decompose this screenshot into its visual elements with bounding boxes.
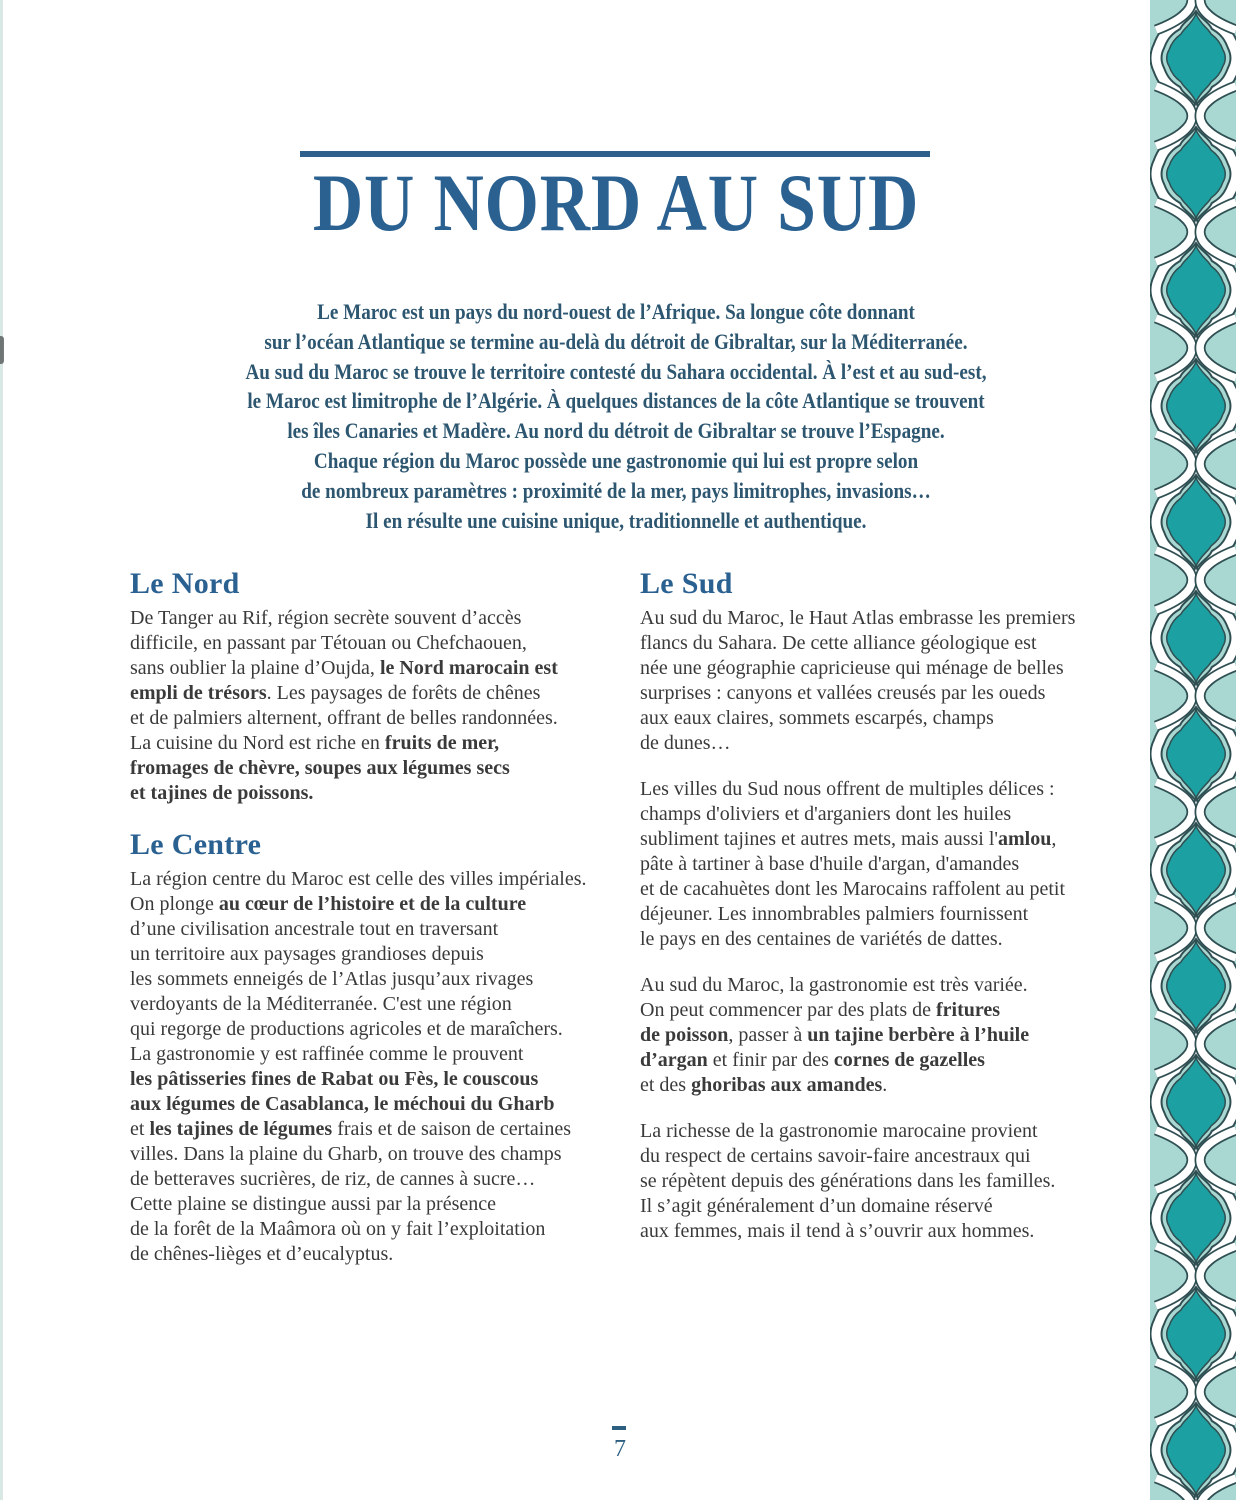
paragraph <box>640 777 1146 952</box>
text-line <box>640 1119 1146 1144</box>
text: , <box>1051 828 1057 850</box>
text-line <box>640 852 1146 877</box>
text: de betteraves sucrières, de riz, de cannes à sucre… <box>130 1168 536 1190</box>
text-line <box>130 1117 630 1142</box>
text: de la forêt de la Maâmora où on y fait l’exploitation <box>130 1218 546 1240</box>
text-line <box>640 1194 1146 1219</box>
bold-text: un tajine berbère à l’huile <box>807 1024 1030 1046</box>
text-line <box>640 802 1146 827</box>
text: se répètent depuis des générations dans les familles. <box>640 1170 1056 1192</box>
text: . <box>882 1074 888 1096</box>
bold-text: les pâtisseries fines de Rabat ou Fès, le couscous <box>130 1068 539 1090</box>
bold-text: d’argan <box>640 1049 708 1071</box>
column-left <box>130 566 630 1288</box>
scan-artifact <box>0 336 4 364</box>
text: et finir par des <box>707 1049 834 1071</box>
text: , passer à <box>728 1024 808 1046</box>
text-line <box>640 1073 1146 1098</box>
text: Les villes du Sud nous offrent de multiples délices : <box>640 778 1055 800</box>
intro-line: Le Maroc est un pays du nord-ouest de l’Afrique. Sa longue côte donnant <box>317 299 915 324</box>
intro-line: Chaque région du Maroc possède une gastronomie qui lui est propre selon <box>313 447 919 473</box>
text-line <box>130 967 630 992</box>
text-line <box>130 942 630 967</box>
text-line <box>130 1217 630 1242</box>
section-heading: Le Nord <box>130 567 240 600</box>
text: difficile, en passant par Tétouan ou Chefchaouen, <box>130 632 527 654</box>
text: les sommets enneigés de l’Atlas jusqu’aux rivages <box>130 968 534 990</box>
text: aux femmes, mais il tend à s’ouvrir aux hommes. <box>640 1220 1035 1242</box>
text: et de cacahuètes dont les Marocains raffolent au petit <box>640 878 1066 900</box>
text: déjeuner. Les innombrables palmiers fournissent <box>640 903 1029 925</box>
text: aux eaux claires, sommets escarpés, champs <box>640 707 994 729</box>
text-line <box>130 781 630 806</box>
text: villes. Dans la plaine du Gharb, on trouve des champs <box>130 1143 562 1165</box>
section-heading: Le Sud <box>640 567 733 600</box>
text: Cette plaine se distingue aussi par la présence <box>130 1193 496 1215</box>
moroccan-tile-border <box>1150 0 1236 1500</box>
text: La gastronomie y est raffinée comme le prouvent <box>130 1043 524 1065</box>
text-line <box>640 777 1146 802</box>
text: La région centre du Maroc est celle des villes impériales. <box>130 868 587 890</box>
text-line <box>130 1042 630 1067</box>
text: La richesse de la gastronomie marocaine provient <box>640 1120 1038 1142</box>
text-line <box>130 892 630 917</box>
bold-text: les tajines de légumes <box>149 1118 333 1140</box>
text: On plonge <box>130 893 219 915</box>
text: De Tanger au Rif, région secrète souvent d’accès <box>130 607 522 629</box>
text: qui regorge de productions agricoles et de maraîchers. <box>130 1018 563 1040</box>
text: et <box>130 1118 150 1140</box>
text-line <box>130 1192 630 1217</box>
text-line <box>130 756 630 781</box>
text-line <box>130 1167 630 1192</box>
text: le pays en des centaines de variétés de dattes. <box>640 928 1003 950</box>
intro-line: Il en résulte une cuisine unique, traditionnelle et authentique. <box>365 507 867 533</box>
bold-text: aux légumes de Casablanca, le méchoui du Gharb <box>130 1093 555 1115</box>
text: Il s’agit généralement d’un domaine réservé <box>640 1195 993 1217</box>
bold-text: amlou <box>998 828 1052 850</box>
text-line <box>130 1092 630 1117</box>
intro-line: Au sud du Maroc se trouve le territoire contesté du Sahara occidental. À l’est et au sud-est, <box>245 358 987 384</box>
text-line <box>130 731 630 756</box>
text-line <box>130 706 630 731</box>
text-line <box>640 998 1146 1023</box>
bold-text: empli de trésors <box>130 682 267 704</box>
text-line <box>640 606 1146 631</box>
text-line <box>640 902 1146 927</box>
text-line <box>130 606 630 631</box>
text: sans oublier la plaine d’Oujda, <box>130 657 380 679</box>
text-line <box>640 927 1146 952</box>
bold-text: fromages de chèvre, soupes aux légumes secs <box>130 757 510 779</box>
column-right <box>640 566 1146 1265</box>
bold-text: cornes de gazelles <box>833 1049 985 1071</box>
text-line <box>640 1169 1146 1194</box>
section-heading: Le Centre <box>130 828 262 861</box>
intro-line: sur l’océan Atlantique se termine au-delà du détroit de Gibraltar, sur la Méditerranée. <box>264 328 968 354</box>
text: d’une civilisation ancestrale tout en traversant <box>130 918 499 940</box>
text: de chênes-lièges et d’eucalyptus. <box>130 1243 394 1265</box>
text-line <box>640 973 1146 998</box>
text: On peut commencer par des plats de <box>640 999 937 1021</box>
bold-text: fruits de mer, <box>384 732 500 754</box>
text-line <box>130 917 630 942</box>
text: Au sud du Maroc, la gastronomie est très variée. <box>640 974 1028 996</box>
intro-block <box>96 297 1136 535</box>
text: subliment tajines et autres mets, mais aussi l' <box>640 828 998 850</box>
page-title: DU NORD AU SUD <box>312 157 920 248</box>
intro-line: les îles Canaries et Madère. Au nord du détroit de Gibraltar se trouve l’Espagne. <box>287 418 945 444</box>
text-line <box>130 631 630 656</box>
bold-text: le Nord marocain est <box>379 657 558 679</box>
text-line <box>130 1017 630 1042</box>
text-line <box>640 631 1146 656</box>
paragraph <box>640 606 1146 756</box>
text-line <box>640 1048 1146 1073</box>
text-line <box>640 1023 1146 1048</box>
text: . Les paysages de forêts de chênes <box>266 682 541 704</box>
text: surprises : canyons et vallées creusés par les oueds <box>640 682 1046 704</box>
text: et de palmiers alternent, offrant de belles randonnées. <box>130 707 558 729</box>
paragraph <box>130 867 630 1267</box>
text: La cuisine du Nord est riche en <box>130 732 385 754</box>
bold-text: de poisson <box>640 1024 729 1046</box>
intro-line: le Maroc est limitrophe de l’Algérie. À quelques distances de la côte Atlantique se trouvent <box>247 388 985 414</box>
bold-text: ghoribas aux amandes <box>691 1074 883 1096</box>
text-line <box>640 1144 1146 1169</box>
text: du respect de certains savoir-faire ancestraux qui <box>640 1145 1031 1167</box>
page-number-dash <box>612 1426 626 1430</box>
text-line <box>130 1242 630 1267</box>
text: verdoyants de la Méditerranée. C'est une région <box>130 993 512 1015</box>
text-line <box>130 656 630 681</box>
text: Au sud du Maroc, le Haut Atlas embrasse les premiers <box>640 607 1076 629</box>
text: née une géographie capricieuse qui ménage de belles <box>640 657 1064 679</box>
bold-text: et tajines de poissons. <box>130 782 314 804</box>
text-line <box>640 656 1146 681</box>
text: pâte à tartiner à base d'huile d'argan, d'amandes <box>640 853 1020 875</box>
bold-text: au cœur de l’histoire et de la culture <box>218 893 527 915</box>
text: et des <box>640 1074 692 1096</box>
text-line <box>640 706 1146 731</box>
text-line <box>130 867 630 892</box>
page-number: 7 <box>614 1436 626 1462</box>
text-line <box>640 681 1146 706</box>
text-line <box>130 1142 630 1167</box>
text-line <box>640 827 1146 852</box>
paragraph <box>130 606 630 806</box>
paragraph <box>640 973 1146 1098</box>
text-line <box>130 681 630 706</box>
text: un territoire aux paysages grandioses depuis <box>130 943 484 965</box>
text: champs d'oliviers et d'arganiers dont les huiles <box>640 803 1012 825</box>
text-line <box>130 992 630 1017</box>
bold-text: fritures <box>936 999 1001 1021</box>
text-line <box>640 731 1146 756</box>
text: flancs du Sahara. De cette alliance géologique est <box>640 632 1037 654</box>
text: de dunes… <box>640 732 731 754</box>
text: frais et de saison de certaines <box>332 1118 571 1140</box>
page-left-edge-tint <box>0 0 3 1500</box>
text-line <box>130 1067 630 1092</box>
text-line <box>640 877 1146 902</box>
paragraph <box>640 1119 1146 1244</box>
intro-line: de nombreux paramètres : proximité de la mer, pays limitrophes, invasions… <box>301 477 931 503</box>
text-line <box>640 1219 1146 1244</box>
